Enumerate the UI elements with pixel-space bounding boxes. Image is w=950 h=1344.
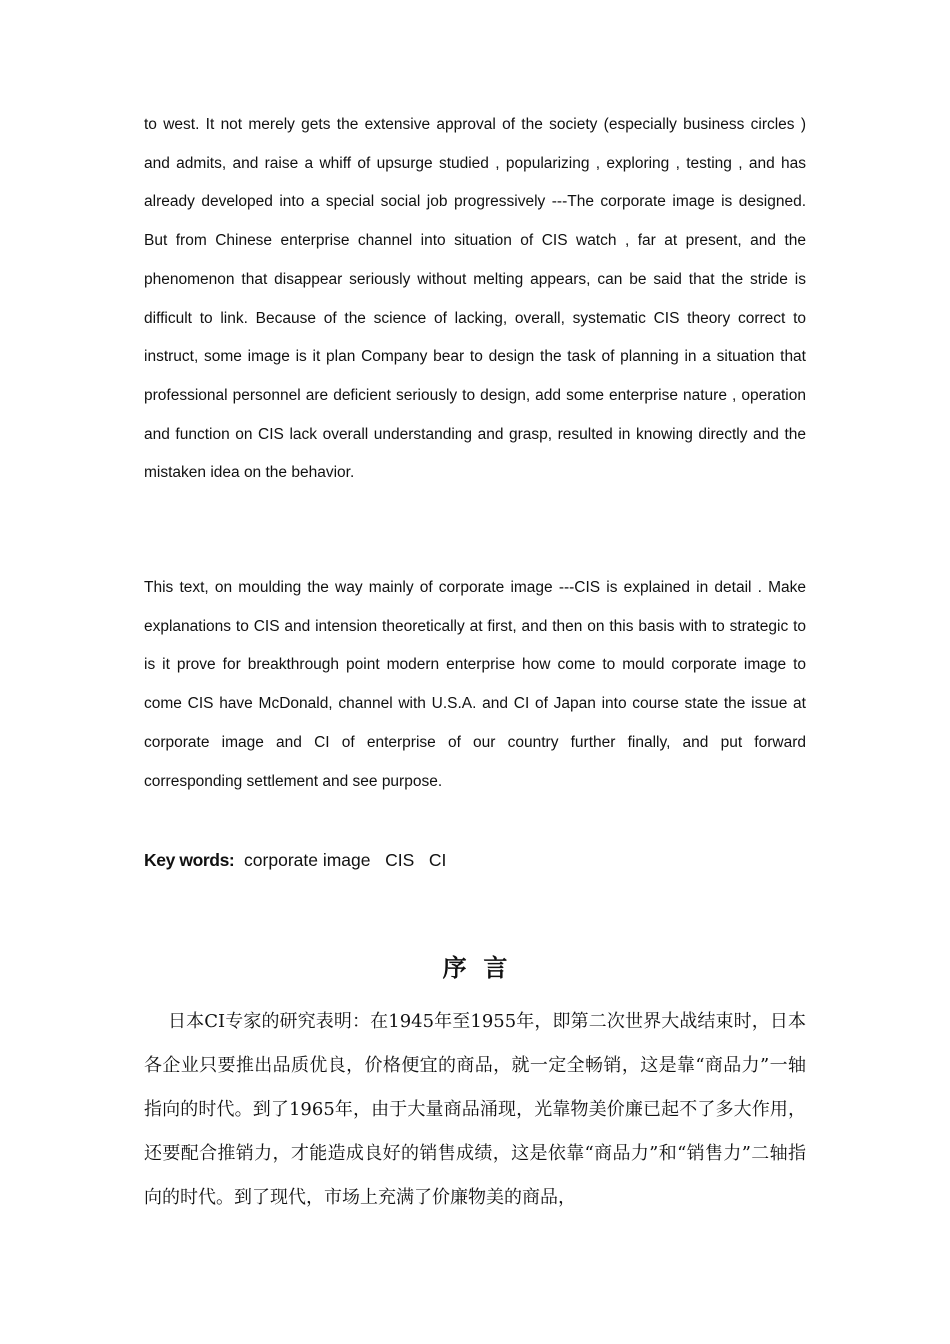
preface-title: 序 言 [442, 954, 508, 982]
preface-paragraph-1: 日本CI专家的研究表明：在1945年至1955年，即第二次世界大战结束时，日本各企业只要推出品质优良，价格便宜的商品，就一定全畅销，这是靠“商品力”一轴指向的时代。到了1965年，由于大量商品涌现，光靠物美价廉已起不了多大作用，还要配合推销力，才能造成良好的销售成绩，这是依靠“商品力”和“销售力”二轴指向的时代。到了现代，市场上充满了价廉物美的商品， [144, 1011, 806, 1208]
keywords-line [144, 846, 806, 874]
abstract-paragraph-1: to west. It not merely gets the extensive approval of the society (especially business circles ) and admits, and raise a whiff of upsurge studied , popularizing , exploring , testing , and has already developed into a special social job progressively ---The corporate image is designed. But from Chinese enterprise channel into situation of CIS watch , far at present, and the phenomenon that disappear seriously without melting appears, can be said that the stride is difficult to link. Because of the science of lacking, overall, systematic CIS theory correct to instruct, some image is it plan Company bear to design the task of planning in a situation that professional personnel are deficient seriously to design, add some enterprise nature , operation and function on CIS lack overall understanding and grasp, resulted in knowing directly and the mistaken idea on the behavior. [144, 116, 806, 482]
keywords-value: corporate image CIS CI [234, 850, 447, 870]
keywords-label: Key words: [144, 850, 235, 870]
abstract-paragraph-2: This text, on moulding the way mainly of corporate image ---CIS is explained in detail . Make explanations to CIS and intension theoretically at first, and then on this basis with to strategic to is it prove for breakthrough point modern enterprise how come to mould corporate image to come CIS have McDonald, channel with U.S.A. and CI of Japan into course state the issue at corporate image and CI of enterprise of our country further finally, and put forward corresponding settlement and see purpose. [144, 579, 806, 790]
